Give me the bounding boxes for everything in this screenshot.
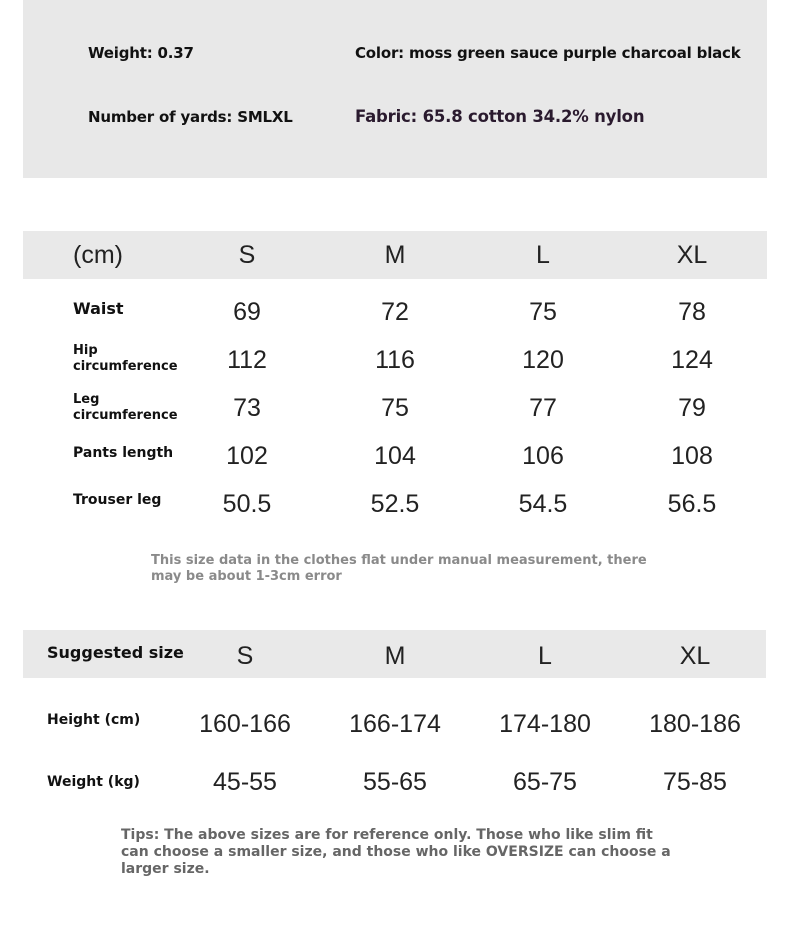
- weight-info: Weight: 0.37: [88, 44, 194, 62]
- row-label-waist: Waist: [73, 299, 124, 318]
- fabric-info: Fabric: 65.8 cotton 34.2% nylon: [355, 107, 645, 126]
- table-cell: 75: [381, 394, 409, 422]
- table-cell: 54.5: [518, 490, 568, 518]
- unit-header: (cm): [73, 241, 123, 269]
- table-cell: 73: [233, 394, 261, 422]
- row-label-height: Height (cm): [47, 712, 141, 728]
- table-cell: 116: [375, 346, 415, 374]
- row-label-weight: Weight (kg): [47, 774, 140, 790]
- table-cell: 124: [671, 346, 713, 374]
- table-cell: 180-186: [649, 710, 741, 738]
- table-cell: 72: [381, 298, 409, 326]
- table-cell: 50.5: [222, 490, 272, 518]
- table-cell: 104: [374, 442, 416, 470]
- suggest-header-xl: XL: [679, 642, 711, 670]
- row-label-trouser-leg: Trouser leg: [73, 492, 162, 508]
- table-cell: 77: [529, 394, 557, 422]
- table-cell: 56.5: [667, 490, 717, 518]
- size-header-l: L: [536, 241, 550, 269]
- color-info: Color: moss green sauce purple charcoal black: [355, 44, 741, 62]
- suggest-header-m: M: [384, 642, 406, 670]
- product-info-panel: [23, 0, 767, 178]
- table-cell: 75-85: [663, 768, 727, 796]
- row-label-hip: Hip circumference: [73, 343, 178, 374]
- size-header-s: S: [238, 241, 256, 269]
- measurement-note: This size data in the clothes flat under manual measurement, there may be about 1-3cm error: [151, 553, 647, 584]
- table-cell: 45-55: [213, 768, 277, 796]
- table-cell: 79: [678, 394, 706, 422]
- yards-info: Number of yards: SMLXL: [88, 108, 293, 126]
- table-cell: 120: [522, 346, 564, 374]
- table-cell: 75: [529, 298, 557, 326]
- table-cell: 78: [678, 298, 706, 326]
- table-cell: 65-75: [513, 768, 577, 796]
- table-cell: 160-166: [199, 710, 291, 738]
- row-label-pants-length: Pants length: [73, 445, 174, 461]
- table-cell: 174-180: [499, 710, 591, 738]
- table-cell: 55-65: [363, 768, 427, 796]
- suggested-size-header: Suggested size: [47, 643, 184, 662]
- table-cell: 106: [522, 442, 564, 470]
- table-cell: 52.5: [370, 490, 420, 518]
- table-cell: 108: [671, 442, 713, 470]
- table-cell: 102: [226, 442, 268, 470]
- row-label-leg: Leg circumference: [73, 392, 178, 423]
- table-cell: 112: [227, 346, 267, 374]
- suggest-header-l: L: [538, 642, 552, 670]
- size-header-xl: XL: [676, 241, 708, 269]
- table-cell: 69: [233, 298, 261, 326]
- table-cell: 166-174: [349, 710, 441, 738]
- size-tips: Tips: The above sizes are for reference only. Those who like slim fit can choose a smaller size, and those who like OVERSIZE can choose a larger size.: [121, 827, 671, 877]
- size-header-m: M: [384, 241, 406, 269]
- suggest-header-s: S: [236, 642, 254, 670]
